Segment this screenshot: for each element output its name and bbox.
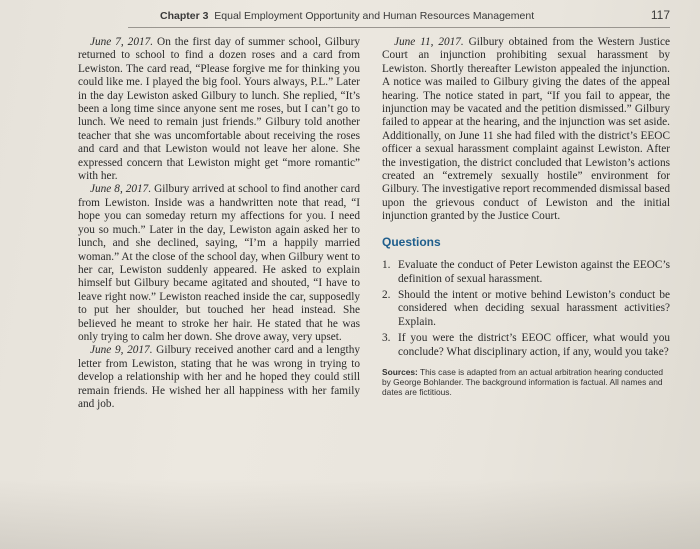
questions-heading: Questions — [382, 234, 441, 249]
question-number: 2. — [382, 288, 391, 301]
paragraph-june-8 — [78, 183, 360, 344]
chapter-label: Chapter 3 — [160, 10, 209, 22]
question-number: 3. — [382, 332, 391, 345]
paragraph-date: June 9, 2017. — [90, 344, 153, 357]
paragraph-text: Gilbury obtained from the Western Justice Court an injunction prohibiting sexual harassment by Lewiston. Shortly thereafter Lewiston appealed the injunction. A notice was mailed to Gilbury giving the dates of the appeal hearing. The notice stated in part, “If you fail to appear, the injunction may be vacated and the petition dismissed.” Gilbury failed to appear at the hearing, and the injunction was set aside. Additionally, on June 11 she had filed with the district’s EEOC officer a sexual harassment complaint against Lewiston. After the investigation, the district concluded that Lewiston’s actions created an “extremely sexually hostile” environment for Gilbury. The investigative report recommended dismissal based upon the grievous conduct of Lewiston and the initial injunction granted by the Justice Court. — [382, 36, 670, 223]
question-text: Should the intent or motive behind Lewiston’s conduct be considered when deciding sexual harassment activities? Explain. — [398, 288, 670, 328]
question-text: Evaluate the conduct of Peter Lewiston against the EEOC’s definition of sexual harassment. — [398, 259, 670, 285]
paragraph-text: Gilbury received another card and a lengthy letter from Lewiston, stating that he was wrong in trying to develop a relationship with her and he hoped they could still remain friends. He wished her all happiness with her family and job. — [78, 344, 360, 410]
question-item — [382, 289, 670, 329]
chapter-heading — [160, 10, 534, 22]
paragraph-june-11 — [382, 36, 670, 224]
sources-label: Sources: — [382, 366, 418, 377]
question-number: 1. — [382, 259, 391, 272]
page-shadow — [0, 479, 700, 549]
page-header — [160, 8, 670, 28]
paragraph-date: June 8, 2017. — [90, 183, 152, 196]
right-column — [382, 36, 670, 397]
chapter-title: Equal Employment Opportunity and Human Resources Management — [214, 10, 535, 22]
paragraph-text: On the first day of summer school, Gilbury returned to school to find a dozen roses and a card from Lewiston. The card read, “Please forgive me for thinking you could like me. I played the big fool. Yours always, P.L.” Later in the day Lewiston asked Gilbury to lunch. She replied, “It’s been a long time since anyone sent me roses, but I can’t go to lunch. We need to remain just friends.” Gilbury told another teacher that she was uncomfortable about receiving the roses and card and that Lewiston would not leave her alone. She expressed concern that Lewiston might get “more romantic” with her. — [78, 36, 360, 183]
sources-note — [382, 367, 670, 397]
sources-text: This case is adapted from an actual arbitration hearing conducted by George Bohlander. The background information is factual. All names and dates are fictitious. — [382, 366, 664, 397]
page-number: 117 — [650, 8, 670, 22]
paragraph-date: June 11, 2017. — [394, 36, 464, 48]
paragraph-june-9 — [78, 344, 360, 411]
questions-list — [382, 259, 670, 359]
left-column — [78, 36, 360, 411]
header-rule — [128, 27, 670, 28]
question-item — [382, 332, 670, 359]
paragraph-text: Gilbury arrived at school to find another card from Lewiston. Inside was a handwritten note that read, “I hope you can someday return my affections for you. I need you so much.” Later in the day, Lewiston again asked her to lunch, and she declined, saying, “I’m a happily married woman.” At the close of the school day, when Gilbury went to her car, Lewiston suddenly appeared. He asked to explain himself but Gilbury became agitated and shouted, “I have to leave right now.” Lewiston reached inside the car, supposedly to put her shoulder, but touched her head instead. She believed he meant to stroke her hair. He stated that he was only trying to calm her down. She drove away, very upset. — [78, 183, 360, 343]
paragraph-june-7 — [78, 36, 360, 183]
question-item — [382, 259, 670, 286]
question-text: If you were the district’s EEOC officer, what would you conclude? What disciplinary action, if any, would you take? — [398, 332, 670, 358]
paragraph-date: June 7, 2017. — [90, 36, 154, 48]
